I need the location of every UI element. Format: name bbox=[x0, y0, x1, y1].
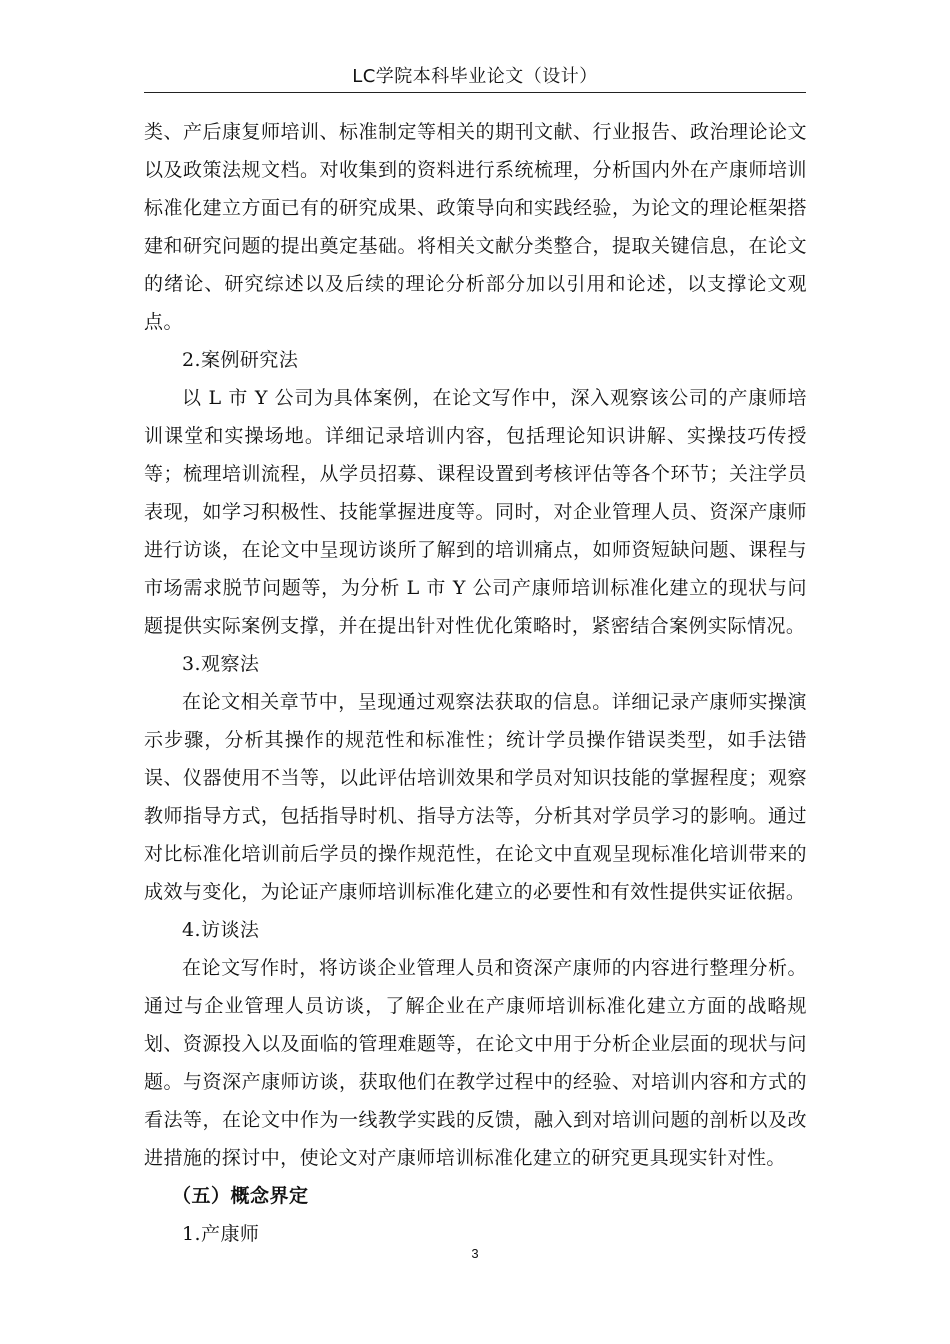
subheading-case-study: 2.案例研究法 bbox=[182, 349, 299, 371]
paragraph-case-study: 以 L 市 Y 公司为具体案例，在论文写作中，深入观察该公司的产康师培训课堂和实操场地。详细记录培训内容，包括理论知识讲解、实操技巧传授等；梳理培训流程，从学员招募、课程设置到考核评估等各个环节；关注学员表现，如学习积极性、技能掌握进度等。同时，对企业管理人员、资深产康师进行访谈，在论文中呈现访谈所了解到的培训痛点，如师资短缺问题、课程与市场需求脱节问题等，为分析 L 市 Y 公司产康师培训标准化建立的现状与问题提供实际案例支撑，并在提出针对性优化策略时，紧密结合案例实际情况。 bbox=[144, 387, 807, 637]
page-number: 3 bbox=[471, 1246, 479, 1261]
paragraph-interview: 在论文写作时，将访谈企业管理人员和资深产康师的内容进行整理分析。通过与企业管理人员访谈，了解企业在产康师培训标准化建立方面的战略规划、资源投入以及面临的管理难题等，在论文中用于分析企业层面的现状与问题。与资深产康师访谈，获取他们在教学过程中的经验、对培训内容和方式的看法等，在论文中作为一线教学实践的反馈，融入到对培训问题的剖析以及改进措施的探讨中，使论文对产康师培训标准化建立的研究更具现实针对性。 bbox=[144, 957, 807, 1169]
subheading-observation: 3.观察法 bbox=[182, 653, 260, 675]
header-divider bbox=[144, 92, 806, 93]
paragraph-literature-continued: 类、产后康复师培训、标准制定等相关的期刊文献、行业报告、政治理论论文以及政策法规文档。对收集到的资料进行系统梳理，分析国内外在产康师培训标准化建立方面已有的研究成果、政策导向和实践经验，为论文的理论框架搭建和研究问题的提出奠定基础。将相关文献分类整合，提取关键信息，在论文的绪论、研究综述以及后续的理论分析部分加以引用和论述，以支撑论文观点。 bbox=[144, 121, 807, 333]
section-heading-definitions: （五）概念界定 bbox=[172, 1185, 309, 1207]
subheading-interview: 4.访谈法 bbox=[182, 919, 260, 941]
page-body bbox=[144, 113, 807, 1253]
running-header: LC学院本科毕业论文（设计） bbox=[352, 66, 598, 87]
paragraph-observation: 在论文相关章节中，呈现通过观察法获取的信息。详细记录产康师实操演示步骤，分析其操作的规范性和标准性；统计学员操作错误类型，如手法错误、仪器使用不当等，以此评估培训效果和学员对知识技能的掌握程度；观察教师指导方式，包括指导时机、指导方法等，分析其对学员学习的影响。通过对比标准化培训前后学员的操作规范性，在论文中直观呈现标准化培训带来的成效与变化，为论证产康师培训标准化建立的必要性和有效性提供实证依据。 bbox=[144, 691, 807, 903]
subheading-postpartum-therapist: 1.产康师 bbox=[182, 1223, 260, 1245]
